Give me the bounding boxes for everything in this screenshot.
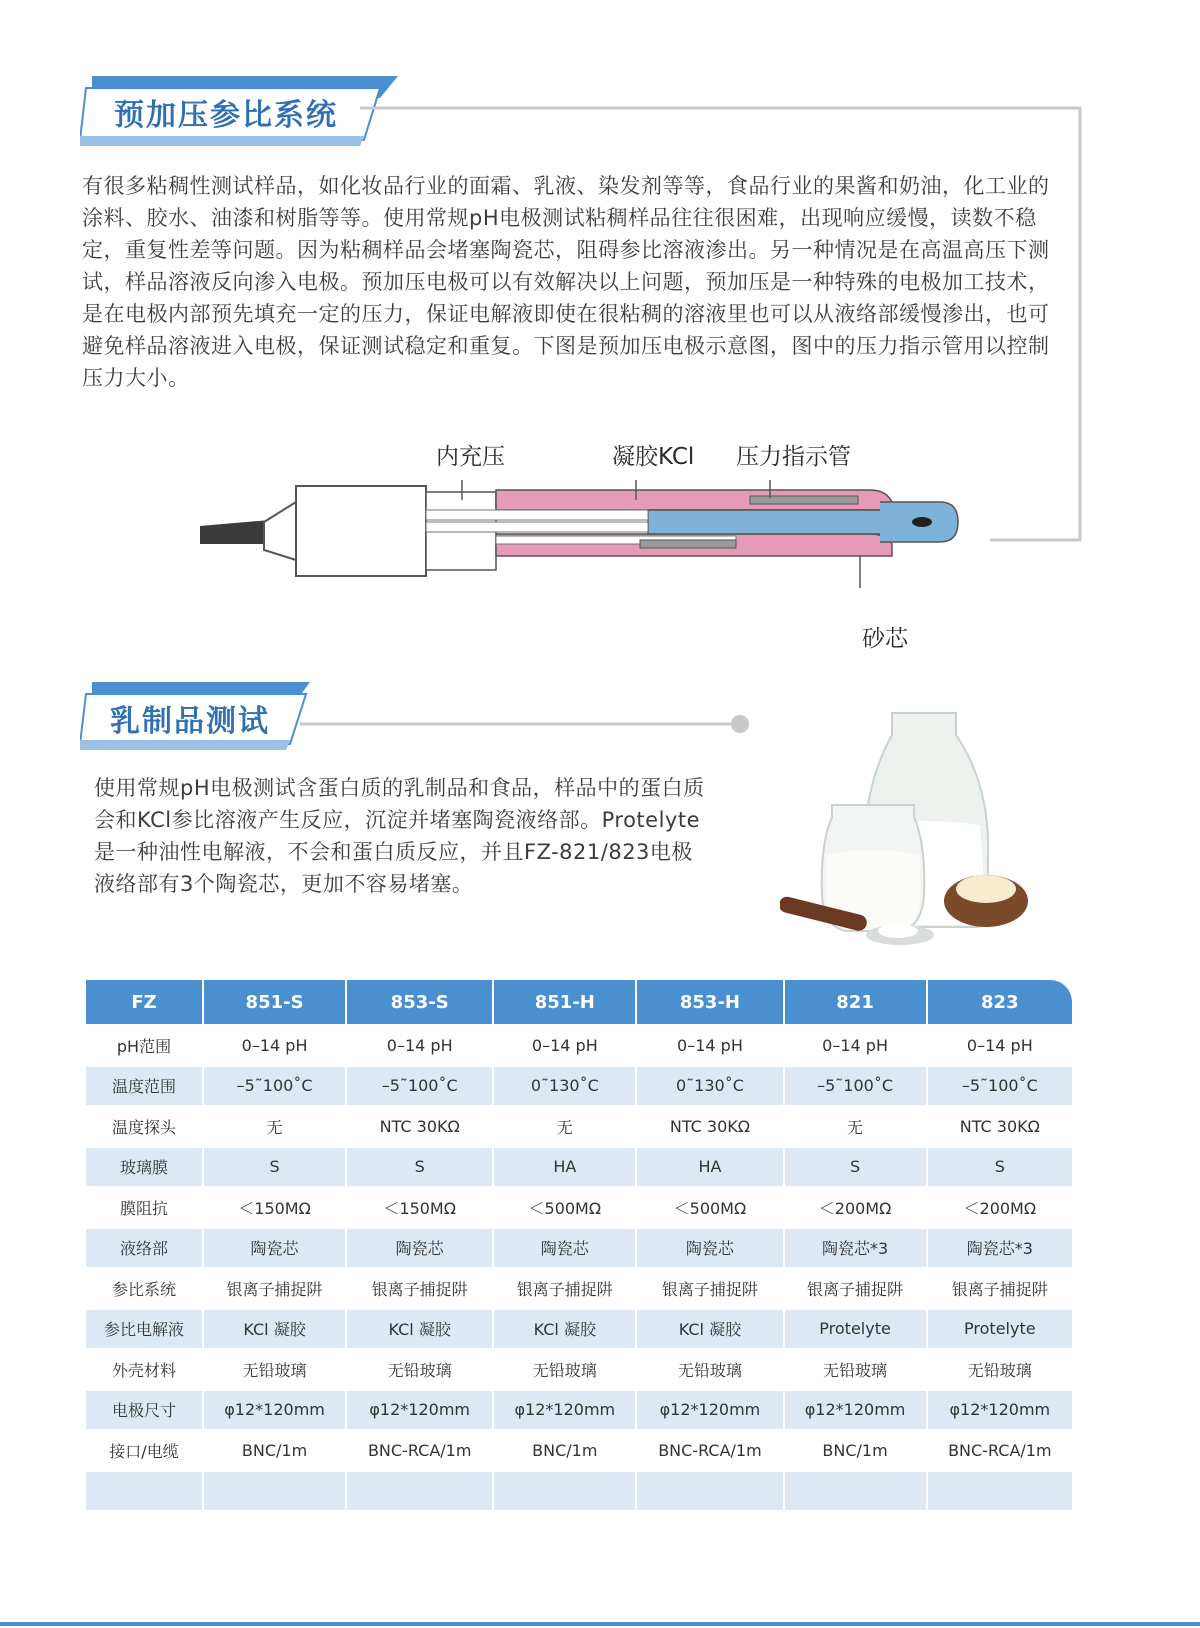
table-cell: 无 <box>494 1105 637 1146</box>
table-cell: 陶瓷芯 <box>494 1227 637 1268</box>
cap-taper <box>264 502 296 560</box>
inner-wire-1 <box>426 510 648 520</box>
label-sand-core: 砂芯 <box>862 626 908 652</box>
table-cell: 陶瓷芯 <box>204 1227 347 1268</box>
table-cell: NTC 30KΩ <box>347 1105 494 1146</box>
table-cell: ＜500MΩ <box>494 1186 637 1227</box>
table-row-header: 液络部 <box>86 1227 204 1268</box>
table-row <box>86 1429 1072 1470</box>
section-title-2: 乳制品测试 <box>110 704 270 739</box>
table-cell: φ12*120mm <box>928 1389 1072 1430</box>
section2-paragraph: 使用常规pH电极测试含蛋白质的乳制品和食品，样品中的蛋白质会和KCl参比溶液产生反应，沉淀并堵塞陶瓷液络部。Protelyte是一种油性电解液，不会和蛋白质反应，并且FZ-821/823电极液络部有3个陶瓷芯，更加不容易堵塞。 <box>94 776 705 896</box>
table-cell: 0–14 pH <box>494 1024 637 1065</box>
section1-paragraph: 有很多粘稠性测试样品，如化妆品行业的面霜、乳液、染发剂等等，食品行业的果酱和奶油，化工业的涂料、胶水、油漆和树脂等等。使用常规pH电极测试粘稠样品往往很困难，出现响应缓慢，读数不稳定，重复性差等问题。因为粘稠样品会堵塞陶瓷芯，阻碍参比溶液渗出。另一种情况是在高温高压下测试，样品溶液反向渗入电极。预加压电极可以有效解决以上问题，预加压是一种特殊的电极加工技术，是在电极内部预先填充一定的压力，保证电解液即使在很粘稠的溶液里也可以从液络部缓慢渗出，也可避免样品溶液进入电极，保证测试稳定和重复。下图是预加压电极示意图，图中的压力指示管用以控制压力大小。 <box>82 174 1050 390</box>
table-cell: 银离子捕捉阱 <box>347 1267 494 1308</box>
table-row <box>86 1470 1072 1511</box>
table-cell: ＜200MΩ <box>785 1186 928 1227</box>
table-cell: BNC-RCA/1m <box>928 1429 1072 1470</box>
table-cell: 无铅玻璃 <box>637 1348 784 1389</box>
table-cell: 银离子捕捉阱 <box>494 1267 637 1308</box>
table-body <box>86 1024 1072 1510</box>
table-cell: KCl 凝胶 <box>494 1308 637 1349</box>
powder <box>878 924 918 938</box>
table-row <box>86 1186 1072 1227</box>
table-cell: S <box>785 1146 928 1187</box>
table-cell: –5˜100˚C <box>347 1065 494 1106</box>
milk-products-photo <box>780 705 1040 955</box>
table-cell: –5˜100˚C <box>928 1065 1072 1106</box>
table-header: 853-H <box>637 980 784 1024</box>
table-cell: ＜500MΩ <box>637 1186 784 1227</box>
table-header: 851-S <box>204 980 347 1024</box>
table-cell: 无铅玻璃 <box>928 1348 1072 1389</box>
table-cell: S <box>347 1146 494 1187</box>
table-cell: Protelyte <box>785 1308 928 1349</box>
table-row <box>86 1146 1072 1187</box>
table-cell <box>347 1470 494 1511</box>
table-cell: NTC 30KΩ <box>637 1105 784 1146</box>
page-bottom-rule <box>0 1622 1200 1626</box>
table-cell <box>785 1470 928 1511</box>
table-cell: BNC/1m <box>785 1429 928 1470</box>
table-cell: 无铅玻璃 <box>494 1348 637 1389</box>
section-title-1: 预加压参比系统 <box>114 98 338 133</box>
table-row-header: 温度探头 <box>86 1105 204 1146</box>
table-cell: –5˜100˚C <box>785 1065 928 1106</box>
table-cell: 0–14 pH <box>347 1024 494 1065</box>
table-cell: φ12*120mm <box>785 1389 928 1430</box>
table-cell: φ12*120mm <box>637 1389 784 1430</box>
table-cell: ＜200MΩ <box>928 1186 1072 1227</box>
table-cell: ＜150MΩ <box>347 1186 494 1227</box>
table-row <box>86 1227 1072 1268</box>
section-connector-line-2 <box>300 712 760 736</box>
table-cell: BNC/1m <box>494 1429 637 1470</box>
electrode-diagram <box>200 480 1000 590</box>
table-row <box>86 1105 1072 1146</box>
table-cell: HA <box>494 1146 637 1187</box>
table-cell: 无 <box>785 1105 928 1146</box>
cap-body <box>296 486 426 576</box>
table-row-header: 接口/电缆 <box>86 1429 204 1470</box>
table-cell: 陶瓷芯*3 <box>928 1227 1072 1268</box>
pressure-indicator-tube-bottom <box>640 540 736 548</box>
table-header: 851-H <box>494 980 637 1024</box>
table-cell <box>637 1470 784 1511</box>
table-cell: S <box>928 1146 1072 1187</box>
table-row <box>86 1267 1072 1308</box>
sensor-tip <box>912 517 932 527</box>
table-row-header <box>86 1470 204 1511</box>
table-header-row <box>86 980 1072 1024</box>
section-title-badge-1 <box>80 72 400 150</box>
table-row-header: 玻璃膜 <box>86 1146 204 1187</box>
table-cell: 0˜130˚C <box>494 1065 637 1106</box>
butter <box>956 875 1016 903</box>
table-cell: 无 <box>204 1105 347 1146</box>
table-cell: 银离子捕捉阱 <box>637 1267 784 1308</box>
table-row <box>86 1065 1072 1106</box>
table-cell: 无铅玻璃 <box>204 1348 347 1389</box>
table-row <box>86 1024 1072 1065</box>
table-cell: 无铅玻璃 <box>785 1348 928 1389</box>
label-gel-kcl: 凝胶KCl <box>612 444 695 470</box>
table-row-header: 参比电解液 <box>86 1308 204 1349</box>
table-row-header: 膜阻抗 <box>86 1186 204 1227</box>
table-cell: KCl 凝胶 <box>204 1308 347 1349</box>
table-row <box>86 1308 1072 1349</box>
table-cell: 0–14 pH <box>785 1024 928 1065</box>
table-cell <box>494 1470 637 1511</box>
label-pressure-tube: 压力指示管 <box>736 444 851 470</box>
table-cell: 0–14 pH <box>204 1024 347 1065</box>
table-cell: BNC-RCA/1m <box>347 1429 494 1470</box>
table-header: 823 <box>928 980 1072 1024</box>
table-cell: 陶瓷芯 <box>637 1227 784 1268</box>
table-cell: 0˜130˚C <box>637 1065 784 1106</box>
pressure-indicator-tube-top <box>750 496 858 504</box>
table-row-header: pH范围 <box>86 1024 204 1065</box>
table-row <box>86 1348 1072 1389</box>
table-cell: HA <box>637 1146 784 1187</box>
table-cell: 陶瓷芯*3 <box>785 1227 928 1268</box>
table-header: 821 <box>785 980 928 1024</box>
table-cell <box>204 1470 347 1511</box>
table-cell: φ12*120mm <box>494 1389 637 1430</box>
spec-table <box>86 980 1072 1510</box>
table-cell: 0–14 pH <box>928 1024 1072 1065</box>
table-cell: 银离子捕捉阱 <box>204 1267 347 1308</box>
table-cell: –5˜100˚C <box>204 1065 347 1106</box>
table-cell: φ12*120mm <box>347 1389 494 1430</box>
section-title-badge-2 <box>80 680 320 758</box>
table-cell: 银离子捕捉阱 <box>785 1267 928 1308</box>
table-header: 853-S <box>347 980 494 1024</box>
table-cell: KCl 凝胶 <box>637 1308 784 1349</box>
table-cell <box>928 1470 1072 1511</box>
table-row-header: 温度范围 <box>86 1065 204 1106</box>
table-cell: Protelyte <box>928 1308 1072 1349</box>
table-header: FZ <box>86 980 204 1024</box>
table-cell: 无铅玻璃 <box>347 1348 494 1389</box>
table-row <box>86 1389 1072 1430</box>
label-inner-pressure: 内充压 <box>436 444 505 470</box>
table-cell: 陶瓷芯 <box>347 1227 494 1268</box>
table-cell: 0–14 pH <box>637 1024 784 1065</box>
table-cell: BNC/1m <box>204 1429 347 1470</box>
table-row-header: 电极尺寸 <box>86 1389 204 1430</box>
table-cell: BNC-RCA/1m <box>637 1429 784 1470</box>
table-cell: 银离子捕捉阱 <box>928 1267 1072 1308</box>
table-cell: NTC 30KΩ <box>928 1105 1072 1146</box>
table-cell: ＜150MΩ <box>204 1186 347 1227</box>
cable <box>200 520 270 544</box>
inner-wire-2 <box>426 522 648 532</box>
table-cell: S <box>204 1146 347 1187</box>
table-cell: φ12*120mm <box>204 1389 347 1430</box>
table-cell: KCl 凝胶 <box>347 1308 494 1349</box>
table-row-header: 外壳材料 <box>86 1348 204 1389</box>
table-row-header: 参比系统 <box>86 1267 204 1308</box>
